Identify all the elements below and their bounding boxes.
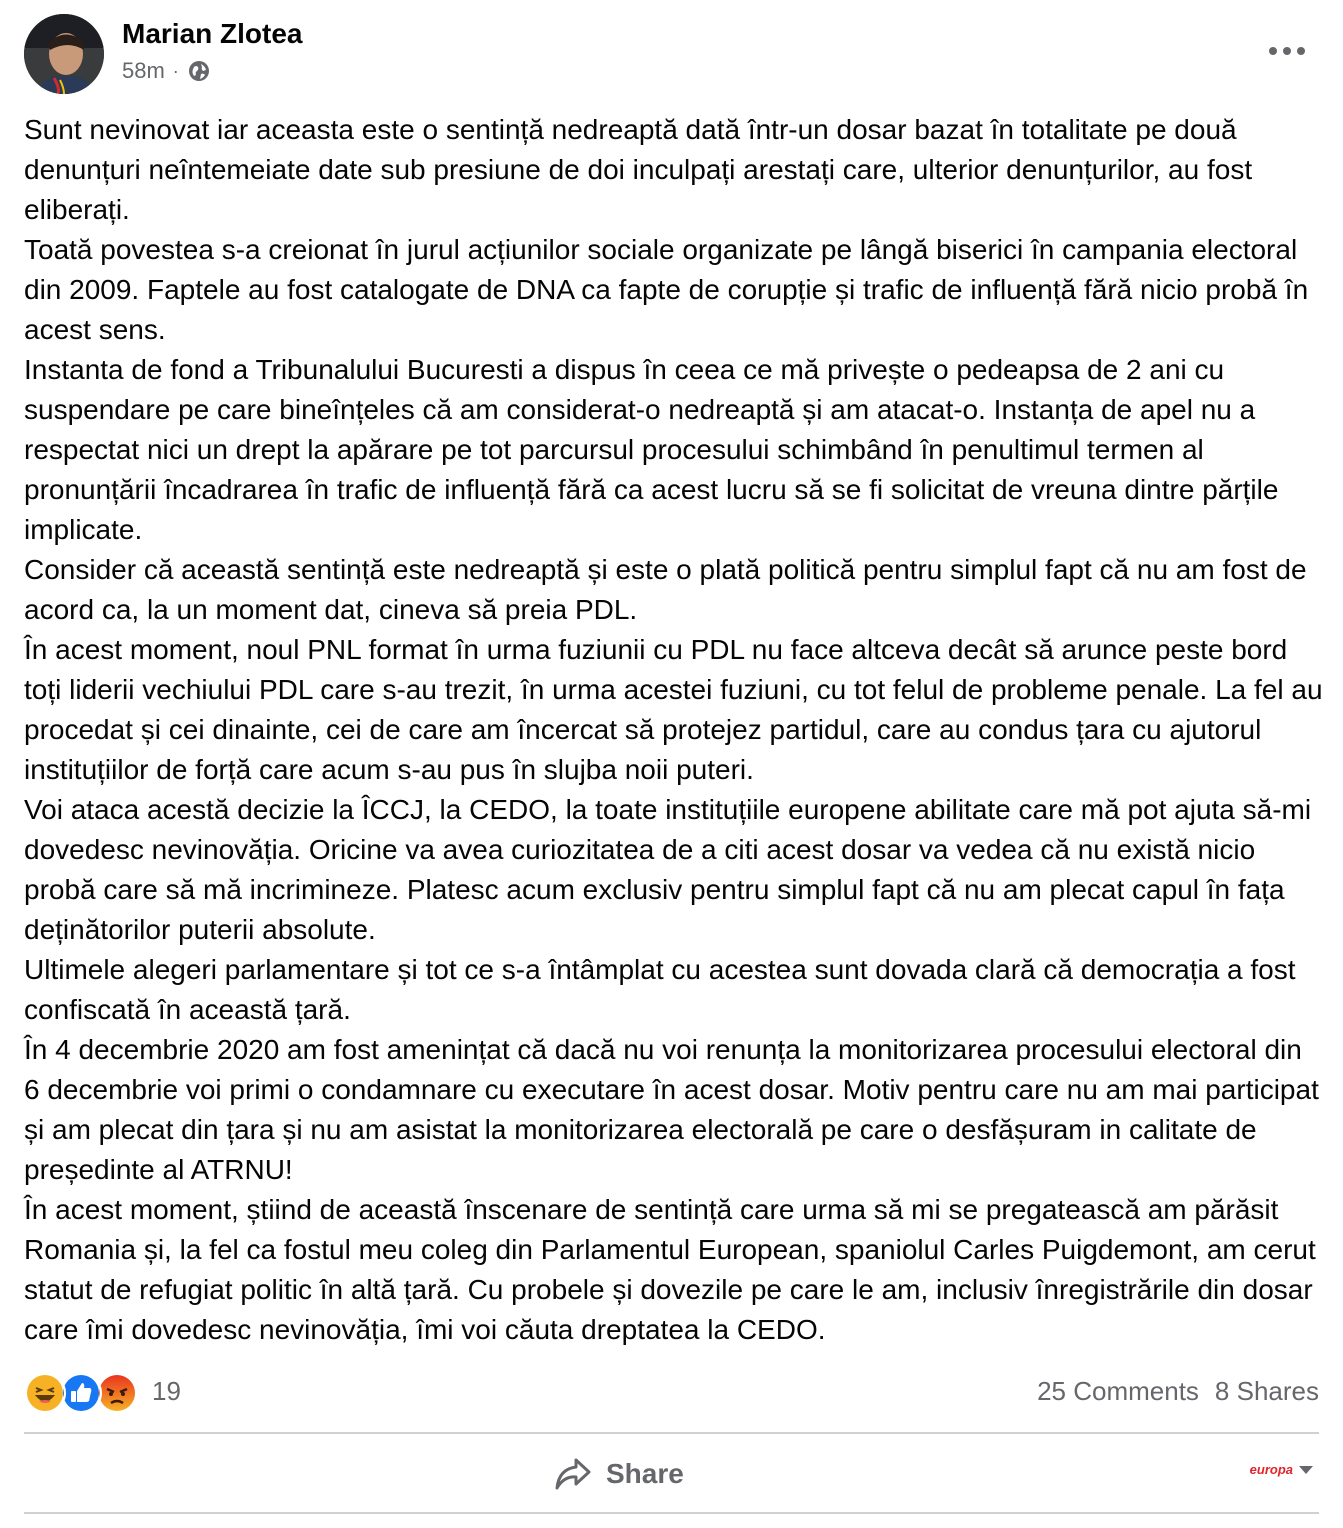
more-options-icon[interactable] bbox=[1265, 36, 1309, 66]
post-paragraph: În 4 decembrie 2020 am fost amenințat că dacă nu voi renunța la monitorizarea procesului electoral din 6 decembrie voi primi o condamnare cu executare în acest dosar. Motiv pentru care nu am mai participat și am plecat din țara și nu am asistat la monitorizarea electorală pe care o desfășuram in calitate de președinte al ATRNU! bbox=[24, 1034, 1319, 1185]
post-paragraph: Toată povestea s-a creionat în jurul acțiunilor sociale organizate pe lângă biserici în campania electoral din 2009. Faptele au fost catalogate de DNA ca fapte de corupție și trafic de influență fără nicio probă în acest sens. bbox=[24, 234, 1309, 345]
page-logo: europa bbox=[1249, 1462, 1293, 1477]
share-label: Share bbox=[606, 1458, 684, 1489]
author-name[interactable]: Marian Zlotea bbox=[122, 18, 303, 49]
post-meta bbox=[122, 58, 211, 84]
shares-count[interactable]: 8 Shares bbox=[1214, 1376, 1319, 1406]
like-icon bbox=[60, 1372, 102, 1414]
author-avatar[interactable] bbox=[24, 14, 104, 94]
meta-separator: · bbox=[172, 60, 179, 81]
post-stats bbox=[24, 1370, 1319, 1414]
globe-icon[interactable] bbox=[187, 59, 211, 83]
post-header bbox=[24, 12, 1319, 96]
angry-icon bbox=[96, 1372, 138, 1414]
post-actions bbox=[24, 1440, 1319, 1508]
share-icon bbox=[554, 1457, 592, 1491]
post-paragraph: Consider că această sentință este nedreaptă și este o plată politică pentru simplul fapt că nu am fost de acord ca, la un moment dat, cineva să preia PDL. bbox=[24, 554, 1307, 625]
comments-count[interactable]: 25 Comments bbox=[1037, 1376, 1199, 1406]
post-paragraph: În acest moment, știind de această înscenare de sentință care urma să mi se pregatească am părăsit Romania și, la fel ca fostul meu coleg din Parlamentul European, spaniolul Carles Puigdemont, am cerut statut de refugiat politic în altă țară. Cu probele și dovezile pe care le am, inclusiv înregistrările din dosar care îmi dovedesc nevinovăția, îmi voi căuta dreptatea la CEDO. bbox=[24, 1194, 1316, 1345]
avatar-photo bbox=[24, 14, 104, 94]
post-paragraph: Ultimele alegeri parlamentare și tot ce s-a întâmplat cu acestea sunt dovada clară că democrația a fost confiscată în această țară. bbox=[24, 954, 1296, 1025]
page-selector[interactable] bbox=[1250, 1462, 1313, 1477]
divider bbox=[24, 1512, 1319, 1514]
post-paragraph: Sunt nevinovat iar aceasta este o sentință nedreaptă dată într-un dosar bazat în totalitate pe două denunțuri neîntemeiate date sub presiune de doi inculpați arestați care, ulterior denunțurilor, au fost eliberați. bbox=[24, 114, 1253, 225]
post-paragraph: În acest moment, noul PNL format în urma fuziunii cu PDL nu face altceva decât să arunce peste bord toți liderii vechiului PDL care s-au trezit, în urma acestei fuziuni, cu tot felul de probleme penale. La fel au procedat și cei dinainte, cei de care am încercat să protejez partidul, care au condus țara cu ajutorul instituțiilor de forță care acum s-au pus în slujba noii puteri. bbox=[24, 634, 1323, 785]
share-button[interactable] bbox=[554, 1450, 684, 1498]
chevron-down-icon bbox=[1299, 1466, 1313, 1474]
post-time[interactable]: 58m bbox=[122, 58, 165, 83]
divider bbox=[24, 1432, 1319, 1434]
post-paragraph: Voi ataca acestă decizie la ÎCCJ, la CEDO, la toate instituțiile europene abilitate care mă pot ajuta să-mi dovedesc nevinovăția. Oricine va avea curiozitatea de a citi acest dosar va vedea că nu există nicio probă care să mă incrimineze. Platesc acum exclusiv pentru simplul fapt că nu am plecat capul în fața deținătorilor puterii absolute. bbox=[24, 794, 1312, 945]
engagement-stats bbox=[1037, 1376, 1319, 1407]
post-paragraph: Instanta de fond a Tribunalului Bucuresti a dispus în ceea ce mă privește o pedeapsa de 2 ani cu suspendare pe care bineînțeles că am considerat-o nedreaptă și am atacat-o. Instanța de apel nu a respectat nici un drept la apărare pe tot parcursul procesului schimbând în penultimul termen al pronunțării încadrarea în trafic de influență fără ca acest lucru să se fi solicitat de vreuna dintre părțile implicate. bbox=[24, 354, 1279, 545]
haha-icon bbox=[24, 1372, 66, 1414]
reaction-count[interactable]: 19 bbox=[152, 1376, 181, 1406]
post-text bbox=[24, 110, 1324, 1350]
reactions-summary[interactable] bbox=[24, 1372, 132, 1414]
